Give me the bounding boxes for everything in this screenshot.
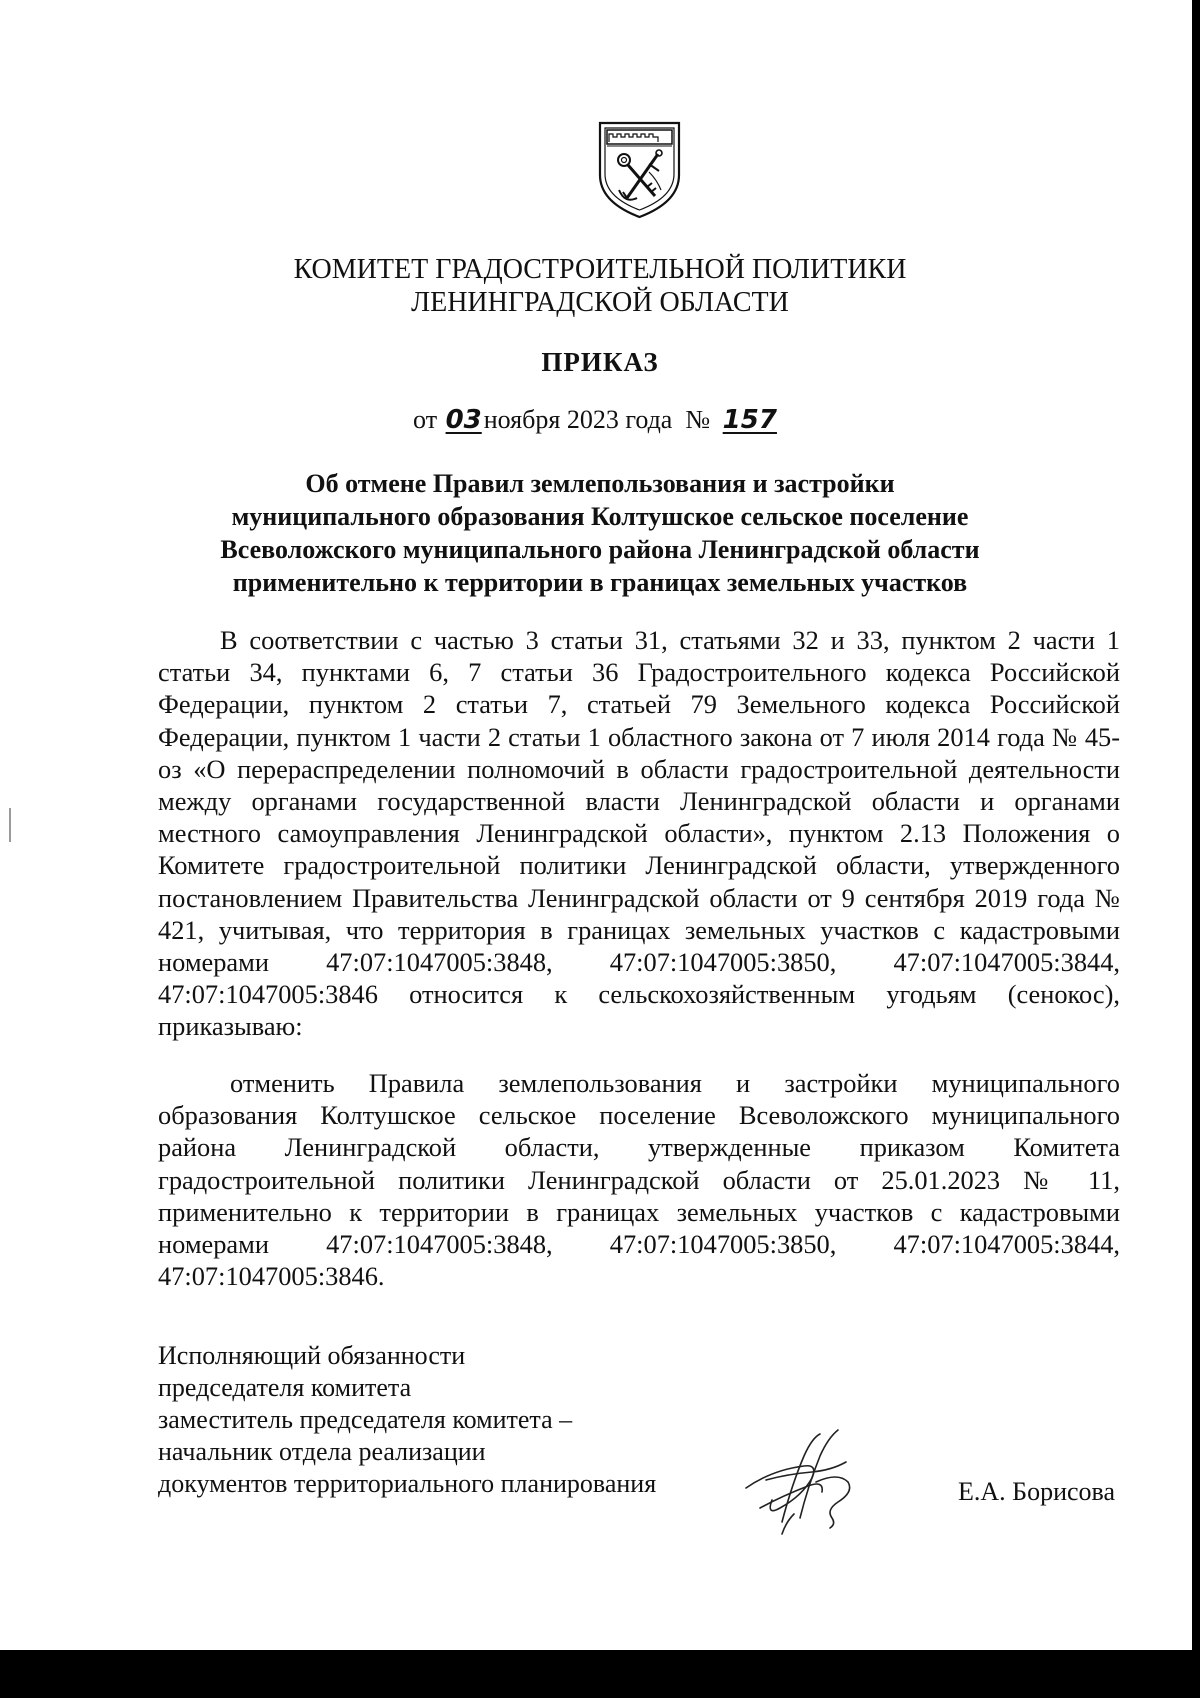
scan-artifact (9, 808, 11, 842)
signer-name: Е.А. Борисова (958, 1477, 1116, 1506)
signatory-position (158, 1340, 656, 1500)
title-line-3: Всеволожского муниципального района Ленинградской области (220, 535, 980, 564)
position-line: заместитель председателя комитета – (158, 1405, 573, 1434)
number-sign: № (685, 405, 711, 434)
title-line-4: применительно к территории в границах земельных участков (232, 568, 968, 597)
document-title (0, 467, 1200, 599)
position-line: документов территориального планирования (158, 1469, 657, 1498)
leningrad-oblast-coat-of-arms-icon (597, 120, 682, 220)
organization-line-2: ЛЕНИНГРАДСКОЙ ОБЛАСТИ (411, 287, 789, 318)
date-prefix: от (413, 405, 438, 434)
title-line-2: муниципального образования Колтушское сельское поселение (231, 502, 969, 531)
document-type: ПРИКАЗ (541, 347, 659, 377)
position-line: Исполняющий обязанности (158, 1341, 466, 1370)
position-line: начальник отдела реализации (158, 1437, 486, 1466)
preamble-paragraph: В соответствии с частью 3 статьи 31, статьями 32 и 33, пунктом 2 части 1 статьи 34, пунктами 6, 7 статьи 36 Градостроительного кодекса Российской Федерации, пунктом 2 статьи 7, статьей 79 Земельного кодекса Российской Федерации, пунктом 1 части 2 статьи 1 областного закона от 7 июля 2014 года № 45-оз «О перераспределении полномочий в области градостроительной деятельности между органами государственной власти Ленинградской области и органами местного самоуправления Ленинградской области», пунктом 2.13 Положения о Комитете градостроительной политики Ленинградской области, утвержденного постановлением Правительства Ленинградской области от 9 сентября 2019 года № 421, учитывая, что территория в границах земельных участков с кадастровыми номерами 47:07:1047005:3848, 47:07:1047005:3850, 47:07:1047005:3844, 47:07:1047005:3846 относится к сельскохозяйственным угодьям (сенокос), приказываю: (158, 625, 1120, 1042)
title-line-1: Об отмене Правил землепользования и застройки (305, 469, 895, 498)
handwritten-signature-icon (742, 1426, 872, 1541)
document-number-handwritten: 157 (722, 405, 777, 435)
scan-border-bottom (0, 1650, 1200, 1698)
date-day-handwritten: 03 (445, 405, 482, 435)
order-paragraph: отменить Правила землепользования и застройки муниципального образования Колтушское сельское поселение Всеволожского муниципального района Ленинградской области, утвержденные приказом Комитета градостроительной политики Ленинградской области от 25.01.2023 № 11, применительно к территории в границах земельных участков с кадастровыми номерами 47:07:1047005:3848, 47:07:1047005:3850, 47:07:1047005:3844, 47:07:1047005:3846. (158, 1068, 1120, 1292)
scan-border-right (1192, 0, 1200, 1650)
document-dateline (0, 405, 1200, 435)
position-line: председателя комитета (158, 1373, 412, 1402)
organization-name (0, 253, 1200, 319)
date-month-year: ноября 2023 года (483, 405, 673, 434)
organization-line-1: КОМИТЕТ ГРАДОСТРОИТЕЛЬНОЙ ПОЛИТИКИ (293, 254, 907, 285)
